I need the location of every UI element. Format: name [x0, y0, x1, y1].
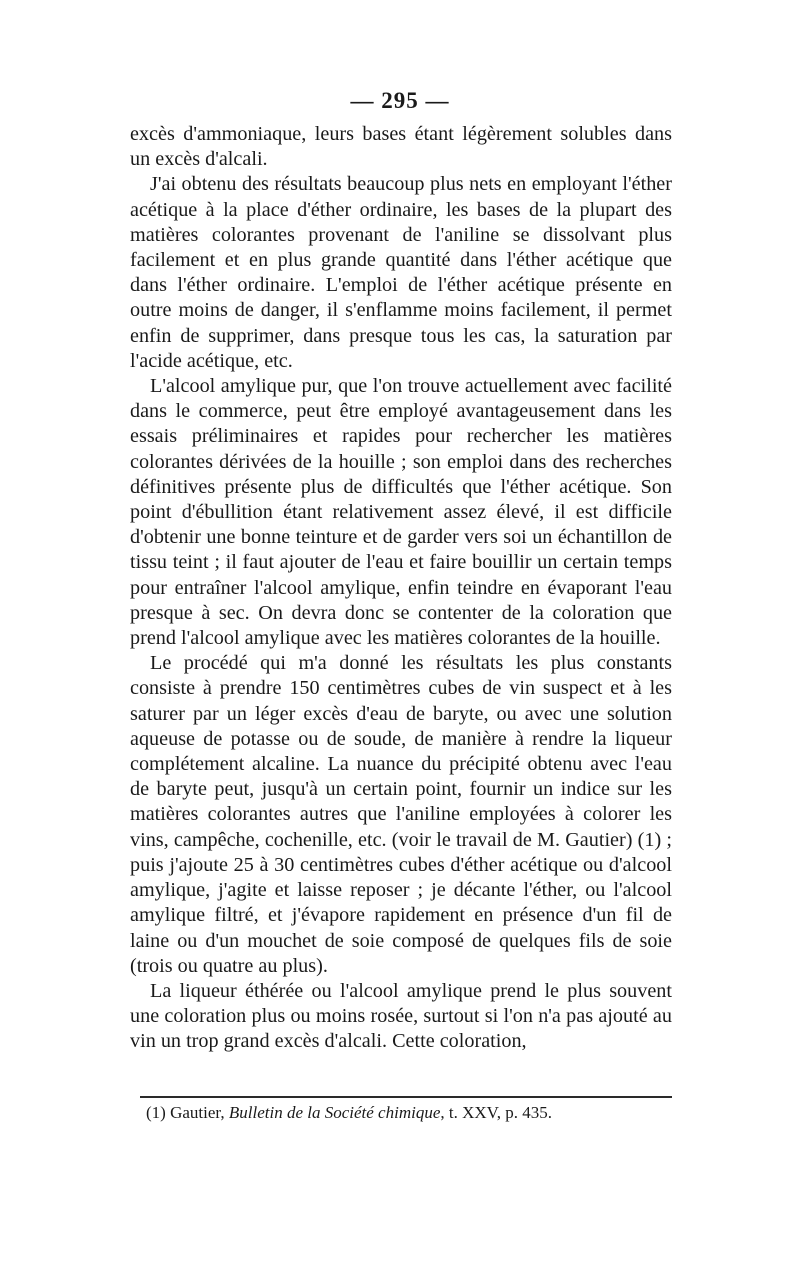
- footnote: [146, 1102, 676, 1124]
- body-text: [130, 122, 672, 1055]
- footnote-journal-title: Bulletin de la Société chimique: [228, 1103, 441, 1122]
- footnote-reference: , t. XXV, p. 435.: [440, 1103, 552, 1122]
- footnote-marker: (1) Gautier,: [146, 1103, 225, 1122]
- paragraph-alcool-amylique: L'alcool amylique pur, que l'on trouve actuellement avec facilité dans le commerce, peut être employé avantageusement dans les essais préliminaires et rapides pour rechercher les matières colorantes dérivées de la houille ; son emploi dans des recherches définitives présente plus de difficultés que l'éther acétique. Son point d'ébullition étant relativement assez élevé, il est difficile d'obtenir une bonne teinture et de garder vers soi un échantillon de tissu teint ; il faut ajouter de l'eau et faire bouillir un certain temps pour entraîner l'alcool amylique, enfin teindre en évaporant l'eau presque à sec. On devra donc se contenter de la coloration que prend l'alcool amylique avec les matières colorantes de la houille.: [130, 375, 672, 650]
- paragraph-ether-acetique: J'ai obtenu des résultats beaucoup plus nets en employant l'éther acétique à la place d'éther ordinaire, les bases de la plupart des matières colorantes provenant de l'aniline se dissolvant plus facilement et en plus grande quantité dans l'éther acétique que dans l'éther ordinaire. L'emploi de l'éther acétique présente en outre moins de danger, il s'enflamme moins facilement, il permet enfin de supprimer, dans presque tous les cas, la saturation par l'acide acétique, etc.: [130, 173, 672, 372]
- page-number: — 295 —: [350, 88, 450, 113]
- paragraph-procede: Le procédé qui m'a donné les résultats les plus constants consiste à prendre 150 centimètres cubes de vin suspect et à les saturer par un léger excès d'eau de baryte, ou avec une solution aqueuse de potasse ou de soude, de manière à rendre la liqueur complétement alcaline. La nuance du précipité obtenu avec l'eau de baryte peut, jusqu'à un certain point, fournir un indice sur les matières colorantes autres que l'aniline employées à colorer les vins, campêche, cochenille, etc. (voir le travail de M. Gautier) (1) ; puis j'ajoute 25 à 30 centimètres cubes d'éther acétique ou d'alcool amylique, j'agite et laisse reposer ; je décante l'éther, ou l'alcool amylique filtré, et j'évapore rapidement en présence d'un fil de laine ou d'un mouchet de soie composé de quelques fils de soie (trois ou quatre au plus).: [130, 652, 672, 977]
- paragraph-liqueur-etheree: La liqueur éthérée ou l'alcool amylique prend le plus souvent une coloration plus ou moins rosée, surtout si l'on n'a pas ajouté au vin un trop grand excès d'alcali. Cette coloration,: [130, 979, 672, 1053]
- footnote-divider: [140, 1096, 672, 1098]
- paragraph-continued: excès d'ammoniaque, leurs bases étant légèrement solubles dans un excès d'alcali.: [130, 123, 672, 171]
